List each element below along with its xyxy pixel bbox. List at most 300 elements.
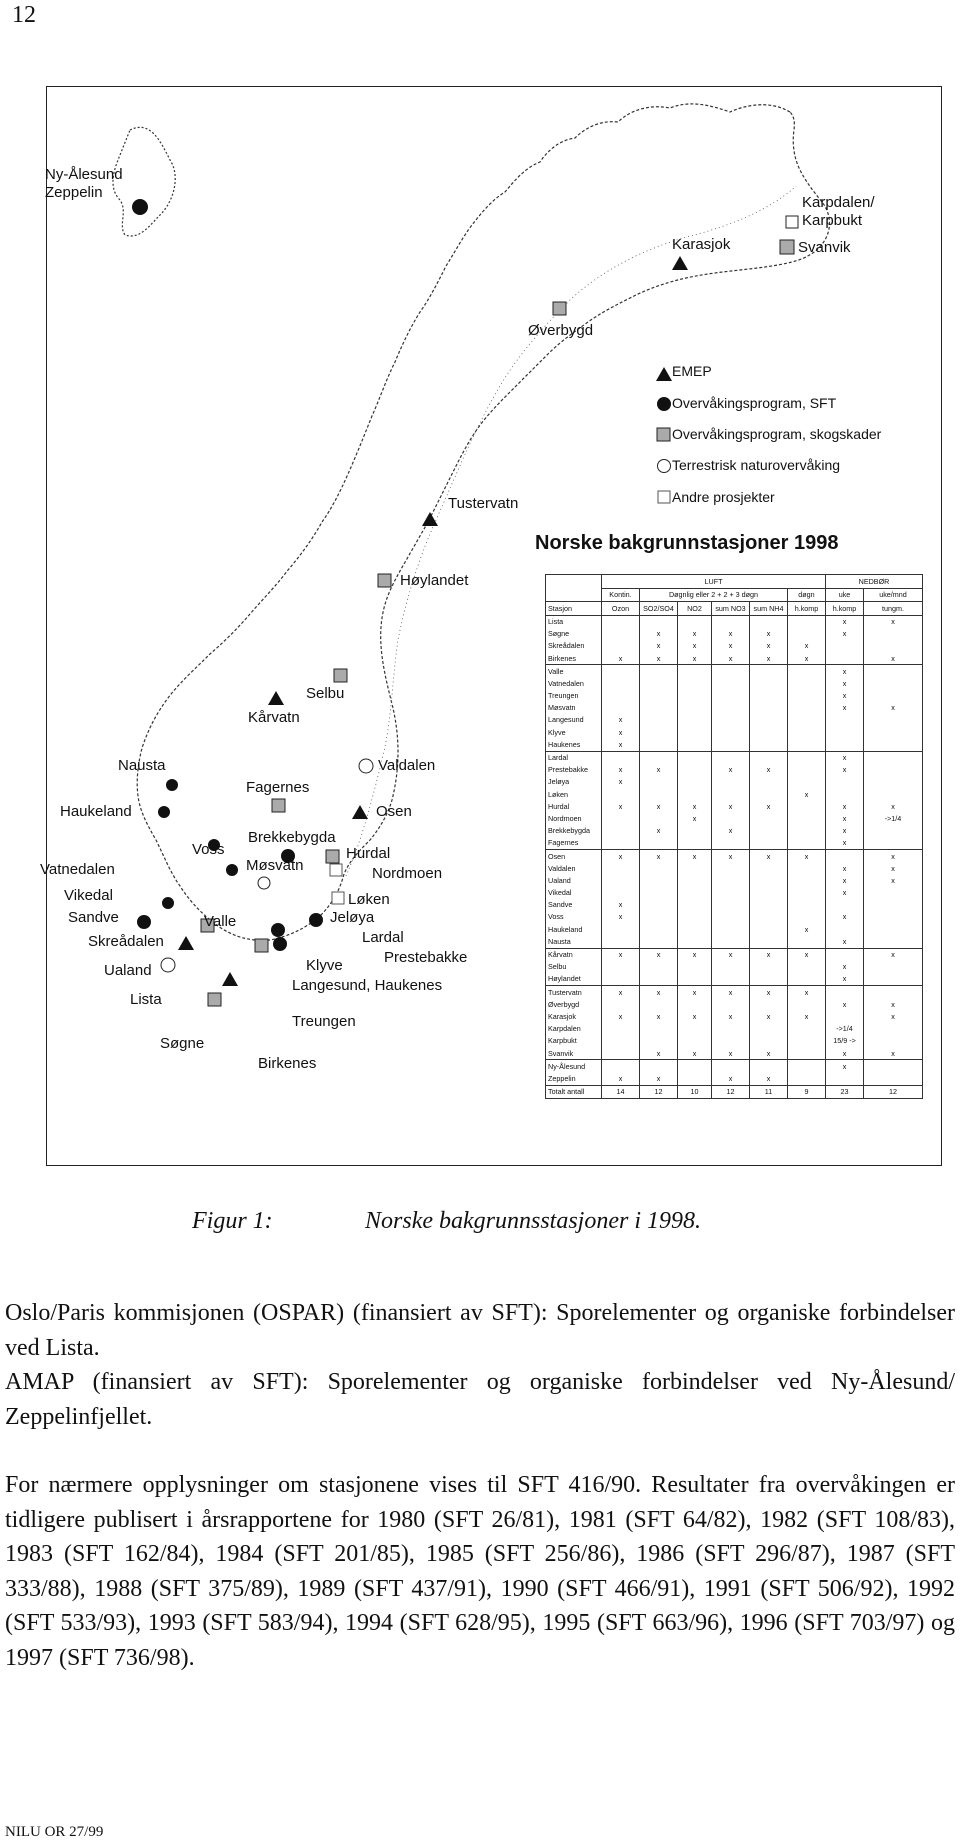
table-row: [546, 1035, 923, 1047]
station-name-cell: Ualand: [546, 874, 602, 886]
measurement-cell: [602, 973, 640, 986]
measurement-cell: [750, 690, 788, 702]
measurement-cell: [864, 726, 923, 738]
station-name-cell: Karpdalen: [546, 1023, 602, 1035]
measurement-cell: [788, 702, 826, 714]
measurement-cell: [788, 874, 826, 886]
legend-overvaking-sft: Overvåkingsprogram, SFT: [672, 395, 837, 411]
totals-cell: 11: [750, 1085, 788, 1099]
label-jeloya: Jeløya: [330, 909, 375, 926]
label-hoylandet: Høylandet: [400, 572, 469, 589]
measurement-cell: [712, 973, 750, 986]
measurement-cell: [712, 837, 750, 850]
measurement-cell: [602, 874, 640, 886]
measurement-cell: [678, 935, 712, 948]
measurement-cell: x: [602, 948, 640, 961]
measurement-cell: [788, 813, 826, 825]
label-ny-alesund: Ny-Ålesund: [45, 166, 123, 183]
dognlig-subheader: Døgnlig eller 2 + 2 + 3 døgn: [640, 588, 788, 602]
station-name-cell: Osen: [546, 850, 602, 863]
measurement-cell: x: [826, 911, 864, 923]
page-footer: NILU OR 27/99: [5, 1824, 104, 1840]
label-nausta: Nausta: [118, 757, 166, 774]
label-skreadalen: Skreådalen: [88, 933, 164, 950]
measurement-cell: [864, 961, 923, 973]
measurement-cell: [788, 628, 826, 640]
measurement-cell: [826, 899, 864, 911]
table-row: [546, 813, 923, 825]
col-hkomp-dogn: h.komp: [788, 602, 826, 616]
station-name-cell: Prestebakke: [546, 764, 602, 776]
measurement-cell: [712, 935, 750, 948]
measurement-cell: [750, 788, 788, 800]
measurement-cell: [640, 874, 678, 886]
measurement-cell: [826, 776, 864, 788]
station-name-cell: Vatnedalen: [546, 677, 602, 689]
measurement-cell: x: [640, 1011, 678, 1023]
birkenes-station-icon: [222, 972, 238, 986]
measurement-cell: [640, 702, 678, 714]
station-name-cell: Kårvatn: [546, 948, 602, 961]
station-name-cell: Nausta: [546, 935, 602, 948]
station-name-cell: Valle: [546, 665, 602, 678]
measurement-cell: x: [712, 652, 750, 665]
measurement-cell: [826, 986, 864, 999]
measurement-cell: [788, 751, 826, 764]
measurement-cell: x: [826, 677, 864, 689]
measurement-cell: [864, 1035, 923, 1047]
table-row: [546, 788, 923, 800]
measurement-cell: [640, 776, 678, 788]
measurement-cell: [678, 764, 712, 776]
measurement-cell: [826, 652, 864, 665]
measurement-cell: x: [826, 887, 864, 899]
measurement-cell: x: [602, 776, 640, 788]
measurement-cell: [750, 665, 788, 678]
measurement-cell: [678, 690, 712, 702]
table-row: [546, 874, 923, 886]
table-column-header-row: [546, 602, 923, 616]
measurement-cell: [864, 640, 923, 652]
measurement-cell: x: [640, 986, 678, 999]
totals-label: Totalt antall: [546, 1085, 602, 1099]
luft-header: LUFT: [602, 575, 826, 589]
measurement-cell: x: [750, 640, 788, 652]
station-name-cell: Løken: [546, 788, 602, 800]
station-name-cell: Fagernes: [546, 837, 602, 850]
measurement-cell: x: [640, 652, 678, 665]
measurement-cell: x: [826, 764, 864, 776]
measurement-cell: [864, 788, 923, 800]
measurement-cell: [864, 776, 923, 788]
measurement-cell: x: [712, 986, 750, 999]
measurement-cell: [750, 961, 788, 973]
measurement-cell: x: [678, 800, 712, 812]
measurement-cell: [602, 825, 640, 837]
label-sandve: Sandve: [68, 909, 119, 926]
measurement-cell: [864, 935, 923, 948]
valdalen-station-icon: [359, 759, 373, 773]
label-selbu: Selbu: [306, 685, 345, 702]
measurement-cell: [864, 973, 923, 986]
station-name-cell: Øverbygd: [546, 998, 602, 1010]
measurement-cell: x: [678, 628, 712, 640]
measurement-cell: [712, 862, 750, 874]
measurement-cell: x: [602, 850, 640, 863]
measurement-cell: [864, 738, 923, 751]
measurement-cell: x: [864, 998, 923, 1010]
measurement-cell: [864, 1072, 923, 1085]
measurement-cell: [750, 751, 788, 764]
measurement-cell: [678, 714, 712, 726]
karvatn-station-icon: [268, 691, 284, 705]
measurement-cell: x: [826, 961, 864, 973]
caption-label: Figur 1:: [192, 1208, 273, 1234]
hurdal-station-icon: [326, 850, 339, 863]
table-row: [546, 764, 923, 776]
table-row: [546, 850, 923, 863]
measurement-cell: [678, 776, 712, 788]
measurement-cell: x: [750, 652, 788, 665]
dogn-subheader: døgn: [788, 588, 826, 602]
table-row: [546, 911, 923, 923]
measurement-cell: [750, 677, 788, 689]
measurement-cell: x: [712, 825, 750, 837]
measurement-cell: [640, 935, 678, 948]
langesund-station-icon: [273, 937, 287, 951]
measurement-cell: [788, 726, 826, 738]
label-vatnedalen: Vatnedalen: [40, 861, 115, 878]
measurement-cell: x: [712, 850, 750, 863]
measurement-cell: [602, 702, 640, 714]
measurement-cell: [678, 874, 712, 886]
table-row: [546, 923, 923, 935]
hoylandet-station-icon: [378, 574, 391, 587]
tustervatn-station-icon: [422, 512, 438, 526]
measurement-cell: x: [750, 628, 788, 640]
measurement-cell: x: [788, 850, 826, 863]
measurement-cell: x: [712, 1011, 750, 1023]
measurement-cell: [640, 923, 678, 935]
measurement-cell: [864, 1060, 923, 1073]
label-zeppelin: Zeppelin: [45, 184, 103, 201]
measurement-cell: [678, 615, 712, 628]
measurement-cell: [712, 726, 750, 738]
map-title: Norske bakgrunnstasjoner 1998: [535, 532, 839, 554]
label-fagernes: Fagernes: [246, 779, 310, 796]
station-name-cell: Jeløya: [546, 776, 602, 788]
measurement-cell: [678, 899, 712, 911]
measurement-cell: [826, 726, 864, 738]
lista-station-icon: [208, 993, 221, 1006]
measurement-cell: [864, 923, 923, 935]
measurement-cell: [750, 1035, 788, 1047]
measurement-cell: x: [750, 850, 788, 863]
measurement-cell: x: [826, 690, 864, 702]
measurement-cell: x: [788, 640, 826, 652]
figure-caption: [192, 1208, 701, 1235]
measurement-cell: x: [678, 652, 712, 665]
totals-cell: 12: [712, 1085, 750, 1099]
table-row: [546, 665, 923, 678]
svanvik-station-icon: [780, 240, 794, 254]
measurement-cell: [788, 1023, 826, 1035]
label-tustervatn: Tustervatn: [448, 495, 519, 512]
sandve-station-icon: [137, 915, 151, 929]
station-name-cell: Haukeland: [546, 923, 602, 935]
legend-andre-prosjekter: Andre prosjekter: [672, 489, 775, 505]
measurement-cell: [678, 1035, 712, 1047]
station-name-cell: Birkenes: [546, 652, 602, 665]
measurement-cell: [602, 1023, 640, 1035]
measurement-cell: [750, 776, 788, 788]
station-name-cell: Søgne: [546, 628, 602, 640]
measurement-cell: [640, 837, 678, 850]
measurement-cell: x: [864, 615, 923, 628]
lardal-station-icon: [271, 923, 285, 937]
measurement-cell: [788, 714, 826, 726]
measurement-cell: [640, 788, 678, 800]
measurement-cell: x: [640, 1072, 678, 1085]
label-mosvatn: Møsvatn: [246, 857, 304, 874]
measurement-cell: [602, 640, 640, 652]
measurement-cell: x: [640, 1047, 678, 1060]
measurement-cell: [750, 923, 788, 935]
measurement-cell: [788, 1035, 826, 1047]
measurement-cell: [640, 615, 678, 628]
measurement-cell: [864, 764, 923, 776]
measurement-cell: [602, 887, 640, 899]
vatnedalen-station-icon: [226, 864, 238, 876]
measurement-cell: [788, 677, 826, 689]
measurement-cell: x: [640, 850, 678, 863]
measurement-cell: [602, 862, 640, 874]
label-osen: Osen: [376, 803, 412, 820]
measurement-cell: [712, 751, 750, 764]
measurement-cell: x: [602, 714, 640, 726]
measurement-cell: x: [602, 738, 640, 751]
measurement-cell: x: [678, 948, 712, 961]
label-lista: Lista: [130, 991, 162, 1008]
label-hurdal: Hurdal: [346, 845, 391, 862]
measurement-cell: x: [826, 813, 864, 825]
measurement-cell: x: [678, 850, 712, 863]
uke-mnd-subheader: uke/mnd: [864, 588, 923, 602]
measurement-cell: [750, 813, 788, 825]
col-no2: NO2: [678, 602, 712, 616]
measurement-cell: [678, 751, 712, 764]
measurement-cell: [712, 899, 750, 911]
measurement-cell: [678, 665, 712, 678]
paragraph-references: For nærmere opplysninger om stasjonene vises til SFT 416/90. Resultater fra overvåkingen er tidligere publisert i årsrapportene for 1980 (SFT 26/81), 1981 (SFT 64/82), 1982 (SFT 108/83), 1983 (SFT 162/84), 1984 (SFT 201/85), 1985 (SFT 256/86), 1986 (SFT 296/87), 1987 (SFT 333/88), 1988 (SFT 375/89), 1989 (SFT 437/91), 1990 (SFT 466/91), 1991 (SFT 506/92), 1992 (SFT 533/93), 1993 (SFT 583/94), 1994 (SFT 628/95), 1995 (SFT 663/96), 1996 (SFT 703/97) og 1997 (SFT 736/98).: [5, 1472, 955, 1671]
measurement-cell: x: [864, 702, 923, 714]
table-subheader-row: [546, 588, 923, 602]
measurement-cell: [788, 911, 826, 923]
totals-cell: 14: [602, 1085, 640, 1099]
measurement-cell: x: [826, 615, 864, 628]
measurement-cell: [750, 899, 788, 911]
measurement-cell: [602, 690, 640, 702]
label-haukeland: Haukeland: [60, 803, 132, 820]
measurement-cell: x: [602, 911, 640, 923]
table-row: [546, 776, 923, 788]
measurement-cell: [602, 751, 640, 764]
label-nordmoen: Nordmoen: [372, 865, 443, 882]
measurement-cell: x: [864, 652, 923, 665]
measurement-cell: [788, 887, 826, 899]
measurement-cell: [826, 738, 864, 751]
measurement-cell: x: [864, 1047, 923, 1060]
station-name-cell: Skreådalen: [546, 640, 602, 652]
measurement-cell: [788, 690, 826, 702]
measurement-cell: [864, 986, 923, 999]
measurement-cell: x: [640, 800, 678, 812]
ualand-station-icon: [161, 958, 175, 972]
measurement-cell: [712, 961, 750, 973]
measurement-cell: x: [826, 825, 864, 837]
measurement-cell: x: [678, 986, 712, 999]
legend-open-square-icon: [658, 491, 670, 503]
table-row: [546, 690, 923, 702]
measurement-cell: x: [864, 874, 923, 886]
table-row: [546, 887, 923, 899]
label-brekkebygda: Brekkebygda: [248, 829, 336, 846]
label-loken: Løken: [348, 891, 390, 908]
table-row: [546, 825, 923, 837]
measurement-cell: [788, 862, 826, 874]
station-name-cell: Hurdal: [546, 800, 602, 812]
measurement-cell: x: [640, 948, 678, 961]
measurement-cell: [788, 764, 826, 776]
label-langesund: Langesund, Haukenes: [292, 977, 443, 994]
measurement-cell: [788, 935, 826, 948]
measurement-cell: x: [750, 800, 788, 812]
fagernes-station-icon: [272, 799, 285, 812]
label-valle: Valle: [204, 913, 237, 930]
table-row: [546, 738, 923, 751]
paragraph-amap: AMAP (finansiert av SFT): Sporelementer og organiske forbindelser ved Ny-Ålesund/ Zeppelinfjellet.: [5, 1369, 955, 1430]
measurement-cell: [640, 1023, 678, 1035]
measurement-cell: [640, 714, 678, 726]
station-name-cell: Langesund: [546, 714, 602, 726]
label-valdalen: Valdalen: [378, 757, 436, 774]
measurement-cell: [826, 714, 864, 726]
measurement-cell: 15/9 ->: [826, 1035, 864, 1047]
measurement-cell: [678, 862, 712, 874]
measurement-cell: [712, 690, 750, 702]
measurement-cell: [750, 837, 788, 850]
table-row: [546, 800, 923, 812]
vikedal-station-icon: [162, 897, 174, 909]
measurement-cell: [602, 813, 640, 825]
table-row: [546, 1060, 923, 1073]
measurement-cell: [750, 1023, 788, 1035]
legend-filled-circle-icon: [657, 397, 671, 411]
label-vikedal: Vikedal: [64, 887, 113, 904]
measurement-cell: x: [788, 986, 826, 999]
measurement-cell: [864, 714, 923, 726]
measurement-cell: [678, 726, 712, 738]
measurement-cell: [712, 615, 750, 628]
station-name-cell: Karpbukt: [546, 1035, 602, 1047]
measurement-cell: x: [640, 764, 678, 776]
totals-cell: 10: [678, 1085, 712, 1099]
measurement-cell: [712, 1035, 750, 1047]
measurement-cell: [640, 813, 678, 825]
measurement-cell: [750, 714, 788, 726]
station-name-cell: Klyve: [546, 726, 602, 738]
nedbor-header: NEDBØR: [826, 575, 923, 589]
measurement-cell: x: [750, 1072, 788, 1085]
measurement-cell: [788, 998, 826, 1010]
col-tungm: tungm.: [864, 602, 923, 616]
measurement-cell: [602, 1035, 640, 1047]
zeppelin-station-icon: [132, 199, 148, 215]
measurement-cell: x: [640, 640, 678, 652]
table-row: [546, 628, 923, 640]
measurement-cell: ->1/4: [826, 1023, 864, 1035]
measurement-cell: [640, 665, 678, 678]
measurement-cell: [826, 948, 864, 961]
measurement-cell: [712, 665, 750, 678]
kontin-subheader: Kontin.: [602, 588, 640, 602]
measurement-cell: [864, 665, 923, 678]
treungen-valle-station-icon: [255, 939, 268, 952]
label-svanvik: Svanvik: [798, 239, 851, 256]
measurement-cell: [788, 899, 826, 911]
legend-symbols: [656, 367, 672, 503]
measurement-cell: [788, 800, 826, 812]
station-table: [545, 574, 923, 1099]
measurement-cell: [678, 825, 712, 837]
measurement-cell: [678, 961, 712, 973]
nausta-station-icon: [166, 779, 178, 791]
table-row: [546, 998, 923, 1010]
measurement-cell: x: [602, 800, 640, 812]
label-birkenes: Birkenes: [258, 1055, 317, 1072]
station-name-cell: Zeppelin: [546, 1072, 602, 1085]
table-row: [546, 714, 923, 726]
measurement-cell: [640, 690, 678, 702]
measurement-cell: x: [602, 1072, 640, 1085]
legend-open-circle-icon: [658, 460, 671, 473]
label-klyve: Klyve: [306, 957, 343, 974]
measurement-cell: x: [864, 948, 923, 961]
label-karasjok: Karasjok: [672, 236, 731, 253]
label-karpbukt: Karpbukt: [802, 212, 863, 229]
col-hkomp-uke: h.komp: [826, 602, 864, 616]
measurement-cell: [678, 998, 712, 1010]
measurement-cell: [826, 1011, 864, 1023]
measurement-cell: [602, 677, 640, 689]
measurement-cell: [864, 628, 923, 640]
measurement-cell: x: [678, 813, 712, 825]
measurement-cell: x: [750, 986, 788, 999]
skreadalen-station-icon: [178, 936, 194, 950]
legend-terrestrisk: Terrestrisk naturovervåking: [672, 457, 841, 473]
table-totals-row: [546, 1085, 923, 1099]
measurement-cell: [864, 677, 923, 689]
measurement-cell: x: [826, 862, 864, 874]
measurement-cell: x: [750, 1047, 788, 1060]
measurement-cell: [750, 887, 788, 899]
measurement-cell: [750, 726, 788, 738]
measurement-cell: [712, 1023, 750, 1035]
col-stasjon: Stasjon: [546, 602, 602, 616]
legend-skogskader: Overvåkingsprogram, skogskader: [672, 426, 882, 442]
measurement-cell: [788, 665, 826, 678]
table-row: [546, 935, 923, 948]
